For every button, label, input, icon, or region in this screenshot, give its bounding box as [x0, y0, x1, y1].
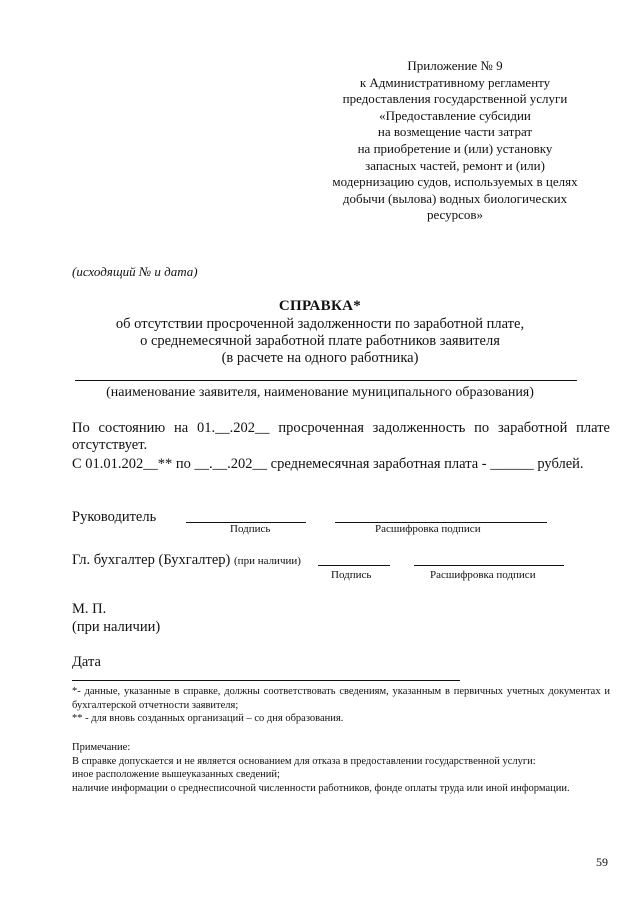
appendix-line: к Административному регламенту: [359, 74, 551, 90]
appendix-line: «Предоставление субсидии: [379, 107, 531, 123]
date-label: Дата: [72, 654, 101, 670]
applicant-caption: (наименование заявителя, наименование муниципального образования): [106, 385, 534, 400]
outgoing-number-date: (исходящий № и дата): [72, 264, 198, 279]
note-line: наличие информации о среднесписочной численности работников, фонде оплаты труда или иной информации.: [72, 782, 570, 794]
accountant-decoding-line[interactable]: [414, 565, 564, 566]
subtitle-line: о среднемесячной заработной плате работников заявителя: [140, 333, 500, 349]
appendix-line: на приобретение и (или) установку: [357, 140, 553, 156]
accountant-note: (при наличии): [234, 555, 301, 567]
note-line: В справке допускается и не является основанием для отказа в предоставлении государственной услуги:: [72, 755, 536, 767]
certificate-title: СПРАВКА*: [278, 298, 362, 314]
appendix-line: модернизацию судов, используемых в целях: [332, 174, 578, 190]
footnote-separator: [72, 680, 460, 681]
appendix-line: предоставления государственной услуги: [342, 91, 568, 107]
average-salary-statement: С 01.01.202__** по __.__.202__ среднемесячная заработная плата - ______ рублей.: [72, 456, 584, 472]
footnote-item: ** - для вновь созданных организаций – со дня образования.: [72, 713, 344, 724]
page-number: 59: [596, 855, 608, 869]
appendix-line: добычи (вылова) водных биологических: [342, 190, 568, 206]
accountant-decoding-caption: Расшифровка подписи: [430, 569, 536, 581]
appendix-line: ресурсов»: [426, 207, 484, 223]
appendix-header: [310, 58, 600, 224]
arrears-statement: По состоянию на 01.__.202__ просроченная задолженность по заработной плате отсутствует.: [72, 420, 610, 453]
director-decoding-caption: Расшифровка подписи: [375, 523, 481, 535]
subtitle-line: (в расчете на одного работника): [221, 350, 419, 366]
stamp-note: (при наличии): [72, 619, 161, 635]
accountant-signature-line[interactable]: [318, 565, 390, 566]
applicant-fill-line[interactable]: [75, 380, 577, 381]
subtitle-line: об отсутствии просроченной задолженности по заработной плате,: [115, 316, 525, 332]
director-signature-caption: Подпись: [230, 523, 271, 535]
accountant-label: [72, 552, 301, 569]
certificate-subtitle: [40, 316, 600, 367]
appendix-line: на возмещение части затрат: [377, 124, 533, 140]
footnotes: [72, 685, 610, 726]
director-label: Руководитель: [72, 509, 157, 525]
appendix-line: запасных частей, ремонт и (или): [365, 157, 545, 173]
accountant-label-text: Гл. бухгалтер (Бухгалтер): [72, 552, 231, 568]
notes-heading: Примечание:: [72, 742, 131, 753]
notes: [72, 741, 610, 795]
note-line: иное расположение вышеуказанных сведений;: [72, 769, 280, 780]
footnote-item: *- данные, указанные в справке, должны соответствовать сведениям, указанным в первичных учетных документах и бухгалтерской отчетности заявителя;: [72, 686, 610, 711]
appendix-line: Приложение № 9: [407, 58, 503, 73]
accountant-signature-caption: Подпись: [331, 569, 372, 581]
stamp-label: М. П.: [72, 601, 107, 617]
